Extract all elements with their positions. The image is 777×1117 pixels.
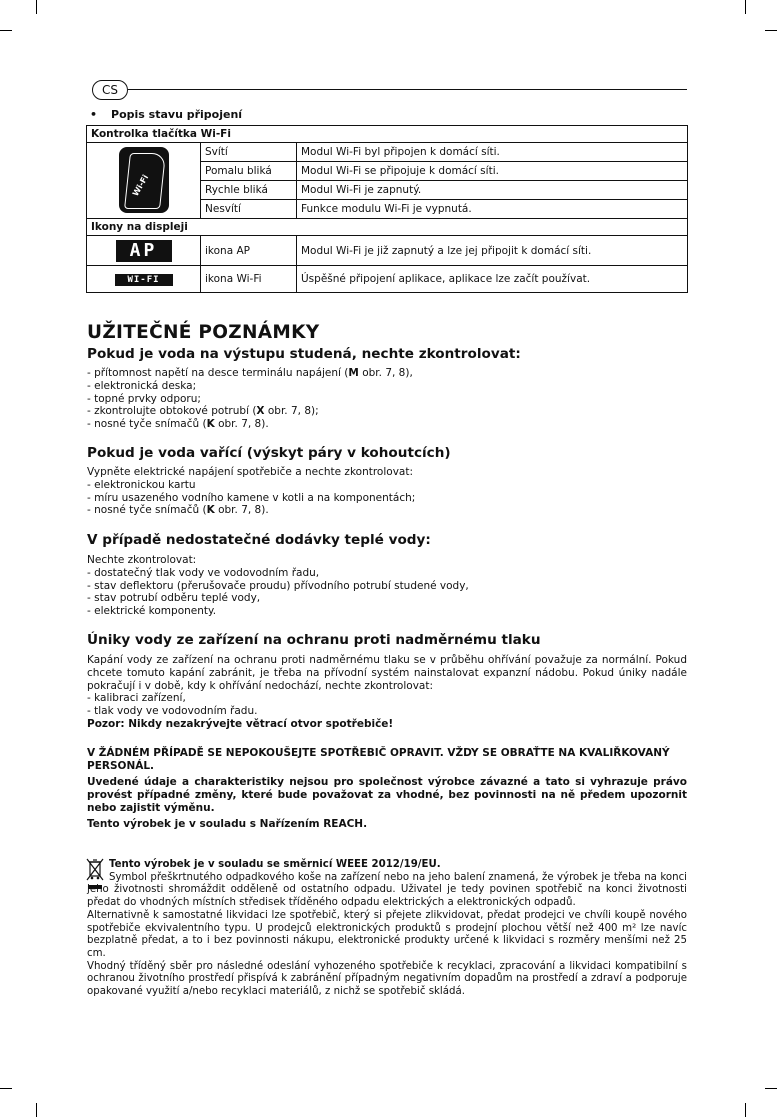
list-item: - tlak vody ve vodovodním řadu. bbox=[87, 705, 258, 718]
ap-icon-cell bbox=[87, 236, 201, 266]
list-item: - kalibraci zařízení, bbox=[87, 692, 186, 705]
no-repair-warning: V ŽÁDNÉM PŘÍPADĚ SE NEPOKOUŠEJTE SPOTŘEBIČ OPRAVIT. VŽDY SE OBRAŤTE NA KVALIŘKOVANÝ PERSONÁL. bbox=[87, 747, 670, 772]
wifi-state-meaning: Modul Wi-Fi je zapnutý. bbox=[297, 181, 688, 200]
table-row bbox=[87, 236, 688, 266]
weee-paragraph-1: Symbol přeškrtnutého odpadkového koše na zařízení nebo na jeho balení znamená, že výrobek je třeba na konci jeho životnosti shromáždit odděleně od ostatního odpadu. Uživatel je tedy povinen spotřebič na konci životnosti předat do vhodných místních středisek tříděného odpadu elektrických a elektronických odpadů. bbox=[87, 871, 687, 909]
crop-mark bbox=[765, 30, 777, 31]
display-icon-name: ikona AP bbox=[201, 236, 297, 266]
connection-status-heading bbox=[90, 108, 242, 121]
insufficient-hot-water-heading: V případě nedostatečné dodávky teplé vody: bbox=[87, 532, 431, 548]
notes-title: UŽITEČNÉ POZNÁMKY bbox=[87, 322, 320, 343]
connection-status-table bbox=[86, 125, 688, 293]
crop-mark bbox=[36, 1103, 37, 1117]
wifi-button-section-title: Kontrolka tlačítka Wi-Fi bbox=[87, 126, 688, 143]
wifi-state-meaning: Funkce modulu Wi-Fi je vypnutá. bbox=[297, 200, 688, 219]
list-item: - dostatečný tlak vody ve vodovodním řadu, bbox=[87, 566, 320, 579]
insufficient-hot-water-list bbox=[87, 554, 687, 618]
crop-mark bbox=[745, 0, 746, 14]
crop-mark bbox=[36, 0, 37, 14]
crop-mark bbox=[0, 30, 12, 31]
leaks-heading: Úniky vody ze zařízení na ochranu proti nadměrnému tlaku bbox=[87, 632, 541, 648]
list-item: - elektrické komponenty. bbox=[87, 605, 217, 618]
wifi-state: Nesvítí bbox=[201, 200, 297, 219]
language-badge: CS bbox=[92, 80, 128, 100]
list-item: - stav potrubí odběru teplé vody, bbox=[87, 592, 261, 605]
display-icon-meaning: Úspěšné připojení aplikace, aplikace lze začít používat. bbox=[297, 266, 688, 293]
wifi-state: Rychle bliká bbox=[201, 181, 297, 200]
list-item: Nechte zkontrolovat: bbox=[87, 554, 197, 566]
weee-paragraph-3: Vhodný tříděný sběr pro následné odeslání vyhozeného spotřebiče k recyklaci, zpracování a likvidaci kompatibilní s ochranou životního prostředí přispívá k zabránění případným negativním dopadům na prostředí a zdraví a podporuje opakované využití a/nebo recyklaci materiálů, z nichž se spotřebič skládá. bbox=[87, 960, 687, 998]
header-rule bbox=[128, 89, 687, 90]
list-item: - zkontrolujte obtokové potrubí (X obr. 7, 8); bbox=[87, 405, 319, 418]
table-row bbox=[87, 266, 688, 293]
wifi-display-icon-cell bbox=[87, 266, 201, 293]
list-item: - stav deflektoru (přerušovače proudu) přívodního potrubí studené vody, bbox=[87, 579, 469, 592]
list-item: - elektronickou kartu bbox=[87, 478, 196, 491]
list-item: - přítomnost napětí na desce terminálu napájení (M obr. 7, 8), bbox=[87, 367, 413, 379]
boiling-water-list bbox=[87, 466, 687, 517]
wifi-button-icon-label: Wi-Fi bbox=[130, 173, 150, 198]
list-item: - míru usazeného vodního kamene v kotli a na komponentách; bbox=[87, 491, 416, 504]
wifi-state-meaning: Modul Wi-Fi se připojuje k domácí síti. bbox=[297, 162, 688, 181]
cold-water-list bbox=[87, 367, 687, 431]
leaks-section bbox=[87, 654, 687, 731]
crop-mark bbox=[0, 1088, 12, 1089]
display-icon-meaning: Modul Wi-Fi je již zapnutý a lze jej připojit k domácí síti. bbox=[297, 236, 688, 266]
list-item: - elektronická deska; bbox=[87, 379, 197, 392]
cold-water-heading: Pokud je voda na výstupu studená, nechte zkontrolovat: bbox=[87, 346, 521, 362]
weee-section bbox=[87, 859, 687, 999]
reach-compliance: Tento výrobek je v souladu s Nařízením REACH. bbox=[87, 818, 368, 830]
list-item: - topné prvky odporu; bbox=[87, 392, 201, 405]
leaks-paragraph: Kapání vody ze zařízení na ochranu proti nadměrnému tlaku se v průběhu ohřívání považuje za normální. Pokud chcete tomuto kapání zabránit, je třeba na přívodní systém nainstalovat expanzní nádobu. Pokud úniky nadále pokračují i v době, kdy k ohřívání nedochází, nechte zkontrolovat: bbox=[87, 654, 687, 692]
wifi-button-icon bbox=[119, 147, 169, 213]
bullet-icon: • bbox=[90, 108, 98, 121]
wifi-state-meaning: Modul Wi-Fi byl připojen k domácí síti. bbox=[297, 143, 688, 162]
display-icons-section-title: Ikony na displeji bbox=[87, 219, 688, 236]
table-row bbox=[87, 143, 688, 162]
ap-icon: AP bbox=[116, 240, 172, 262]
ventilation-warning: Pozor: Nikdy nezakrývejte větrací otvor spotřebiče! bbox=[87, 717, 394, 730]
display-icon-name: ikona Wi-Fi bbox=[201, 266, 297, 293]
wifi-state: Pomalu bliká bbox=[201, 162, 297, 181]
crop-mark bbox=[765, 1088, 777, 1089]
weee-paragraph-2: Alternativně k samostatné likvidaci lze spotřebič, který si přejete zlikvidovat, předat prodejci ve chvíli koupě nového spotřebiče ekvivalentního typu. U prodejců elektronických produktů s prodejní plochou větší než 400 m² lze navíc bezplatně předat, a to i bez povinnosti nákupu, elektronické produkty určené k likvidaci s rozměry menšími než 25 cm. bbox=[87, 909, 687, 959]
crop-mark bbox=[745, 1103, 746, 1117]
list-item: - nosné tyče snímačů (K obr. 7, 8). bbox=[87, 504, 269, 517]
list-item: - nosné tyče snímačů (K obr. 7, 8). bbox=[87, 418, 269, 431]
boiling-water-heading: Pokud je voda vařící (výskyt páry v kohoutcích) bbox=[87, 445, 451, 461]
manufacturer-note: Uvedené údaje a charakteristiky nejsou pro společnost výrobce závazné a tato si vyhrazuje právo provést případné změny, které bude považovat za vhodné, bez povinnosti na ně předem upozornit nebo zajistit výměnu. bbox=[87, 776, 687, 814]
list-item: Vypněte elektrické napájení spotřebiče a nechte zkontrolovat: bbox=[87, 466, 414, 478]
connection-status-heading-text: Popis stavu připojení bbox=[111, 108, 243, 121]
table-section-row bbox=[87, 126, 688, 143]
wifi-state: Svítí bbox=[201, 143, 297, 162]
table-section-row bbox=[87, 219, 688, 236]
wifi-display-icon: WI-FI bbox=[115, 274, 173, 286]
wifi-button-illustration bbox=[87, 143, 201, 219]
weee-title: Tento výrobek je v souladu se směrnicí WEEE 2012/19/EU. bbox=[109, 859, 441, 870]
